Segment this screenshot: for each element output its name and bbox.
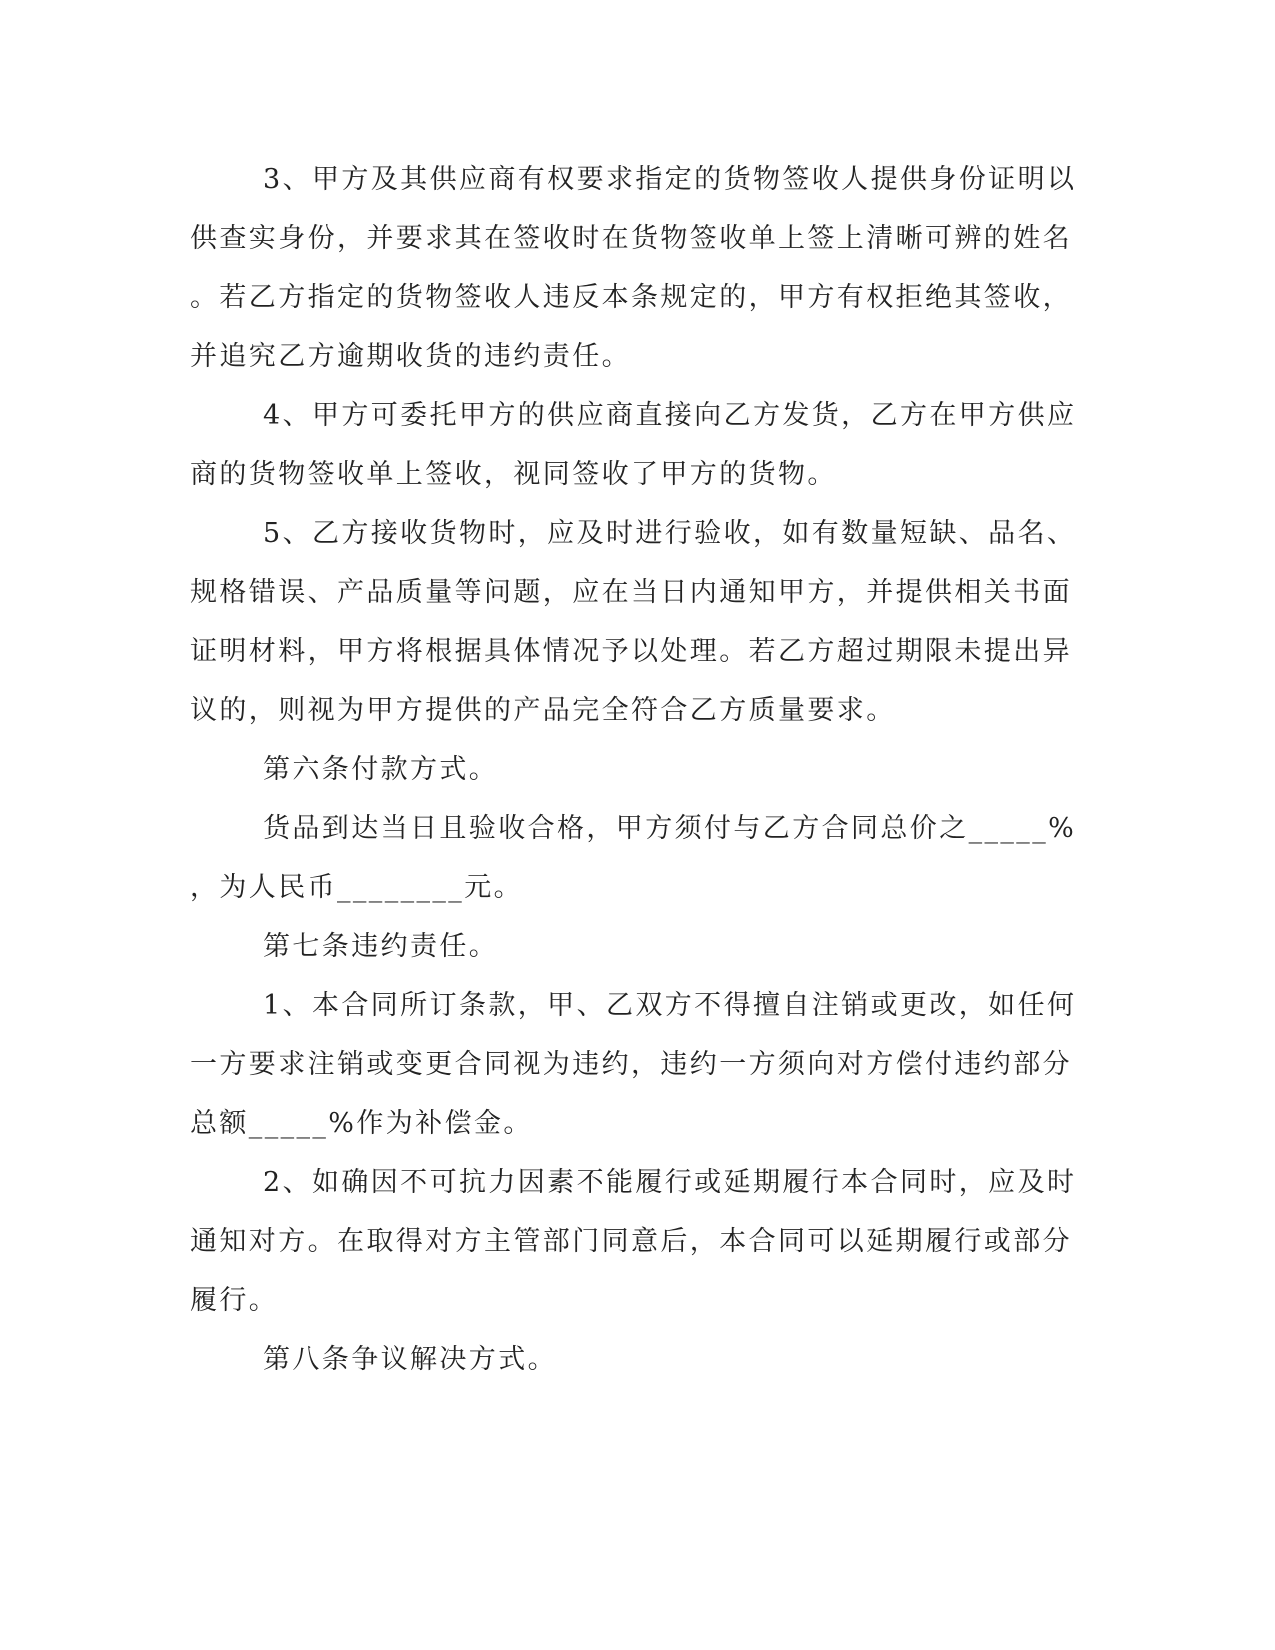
section-heading: 第六条付款方式。 <box>263 754 499 785</box>
text-line: 2、如确因不可抗力因素不能履行或延期履行本合同时，应及时 <box>263 1167 1077 1198</box>
section-heading: 第八条争议解决方式。 <box>263 1344 557 1375</box>
section-heading: 第七条违约责任。 <box>263 931 499 962</box>
text-line: 供查实身份，并要求其在签收时在货物签收单上签上清晰可辨的姓名 <box>190 223 1072 254</box>
text-line: 一方要求注销或变更合同视为违约，违约一方须向对方偿付违约部分 <box>190 1049 1072 1080</box>
text-line: 议的，则视为甲方提供的产品完全符合乙方质量要求。 <box>190 695 896 726</box>
text-line: 货品到达当日且验收合格，甲方须付与乙方合同总价之_____% <box>263 813 1077 844</box>
text-line: 1、本合同所订条款，甲、乙双方不得擅自注销或更改，如任何 <box>263 990 1077 1021</box>
text-line: 5、乙方接收货物时，应及时进行验收，如有数量短缺、品名、 <box>263 518 1077 549</box>
text-line: 总额_____%作为补偿金。 <box>190 1108 533 1139</box>
text-line: 3、甲方及其供应商有权要求指定的货物签收人提供身份证明以 <box>263 164 1077 195</box>
text-line: 证明材料，甲方将根据具体情况予以处理。若乙方超过期限未提出异 <box>190 636 1072 667</box>
text-line: 规格错误、产品质量等问题，应在当日内通知甲方，并提供相关书面 <box>190 577 1072 608</box>
text-line: ，为人民币________元。 <box>190 872 523 903</box>
text-line: 商的货物签收单上签收，视同签收了甲方的货物。 <box>190 459 837 490</box>
text-line: 履行。 <box>190 1285 279 1316</box>
text-line: 。若乙方指定的货物签收人违反本条规定的，甲方有权拒绝其签收， <box>190 282 1072 313</box>
text-line: 4、甲方可委托甲方的供应商直接向乙方发货，乙方在甲方供应 <box>263 400 1077 431</box>
text-line: 通知对方。在取得对方主管部门同意后，本合同可以延期履行或部分 <box>190 1226 1072 1257</box>
text-line: 并追究乙方逾期收货的违约责任。 <box>190 341 631 372</box>
